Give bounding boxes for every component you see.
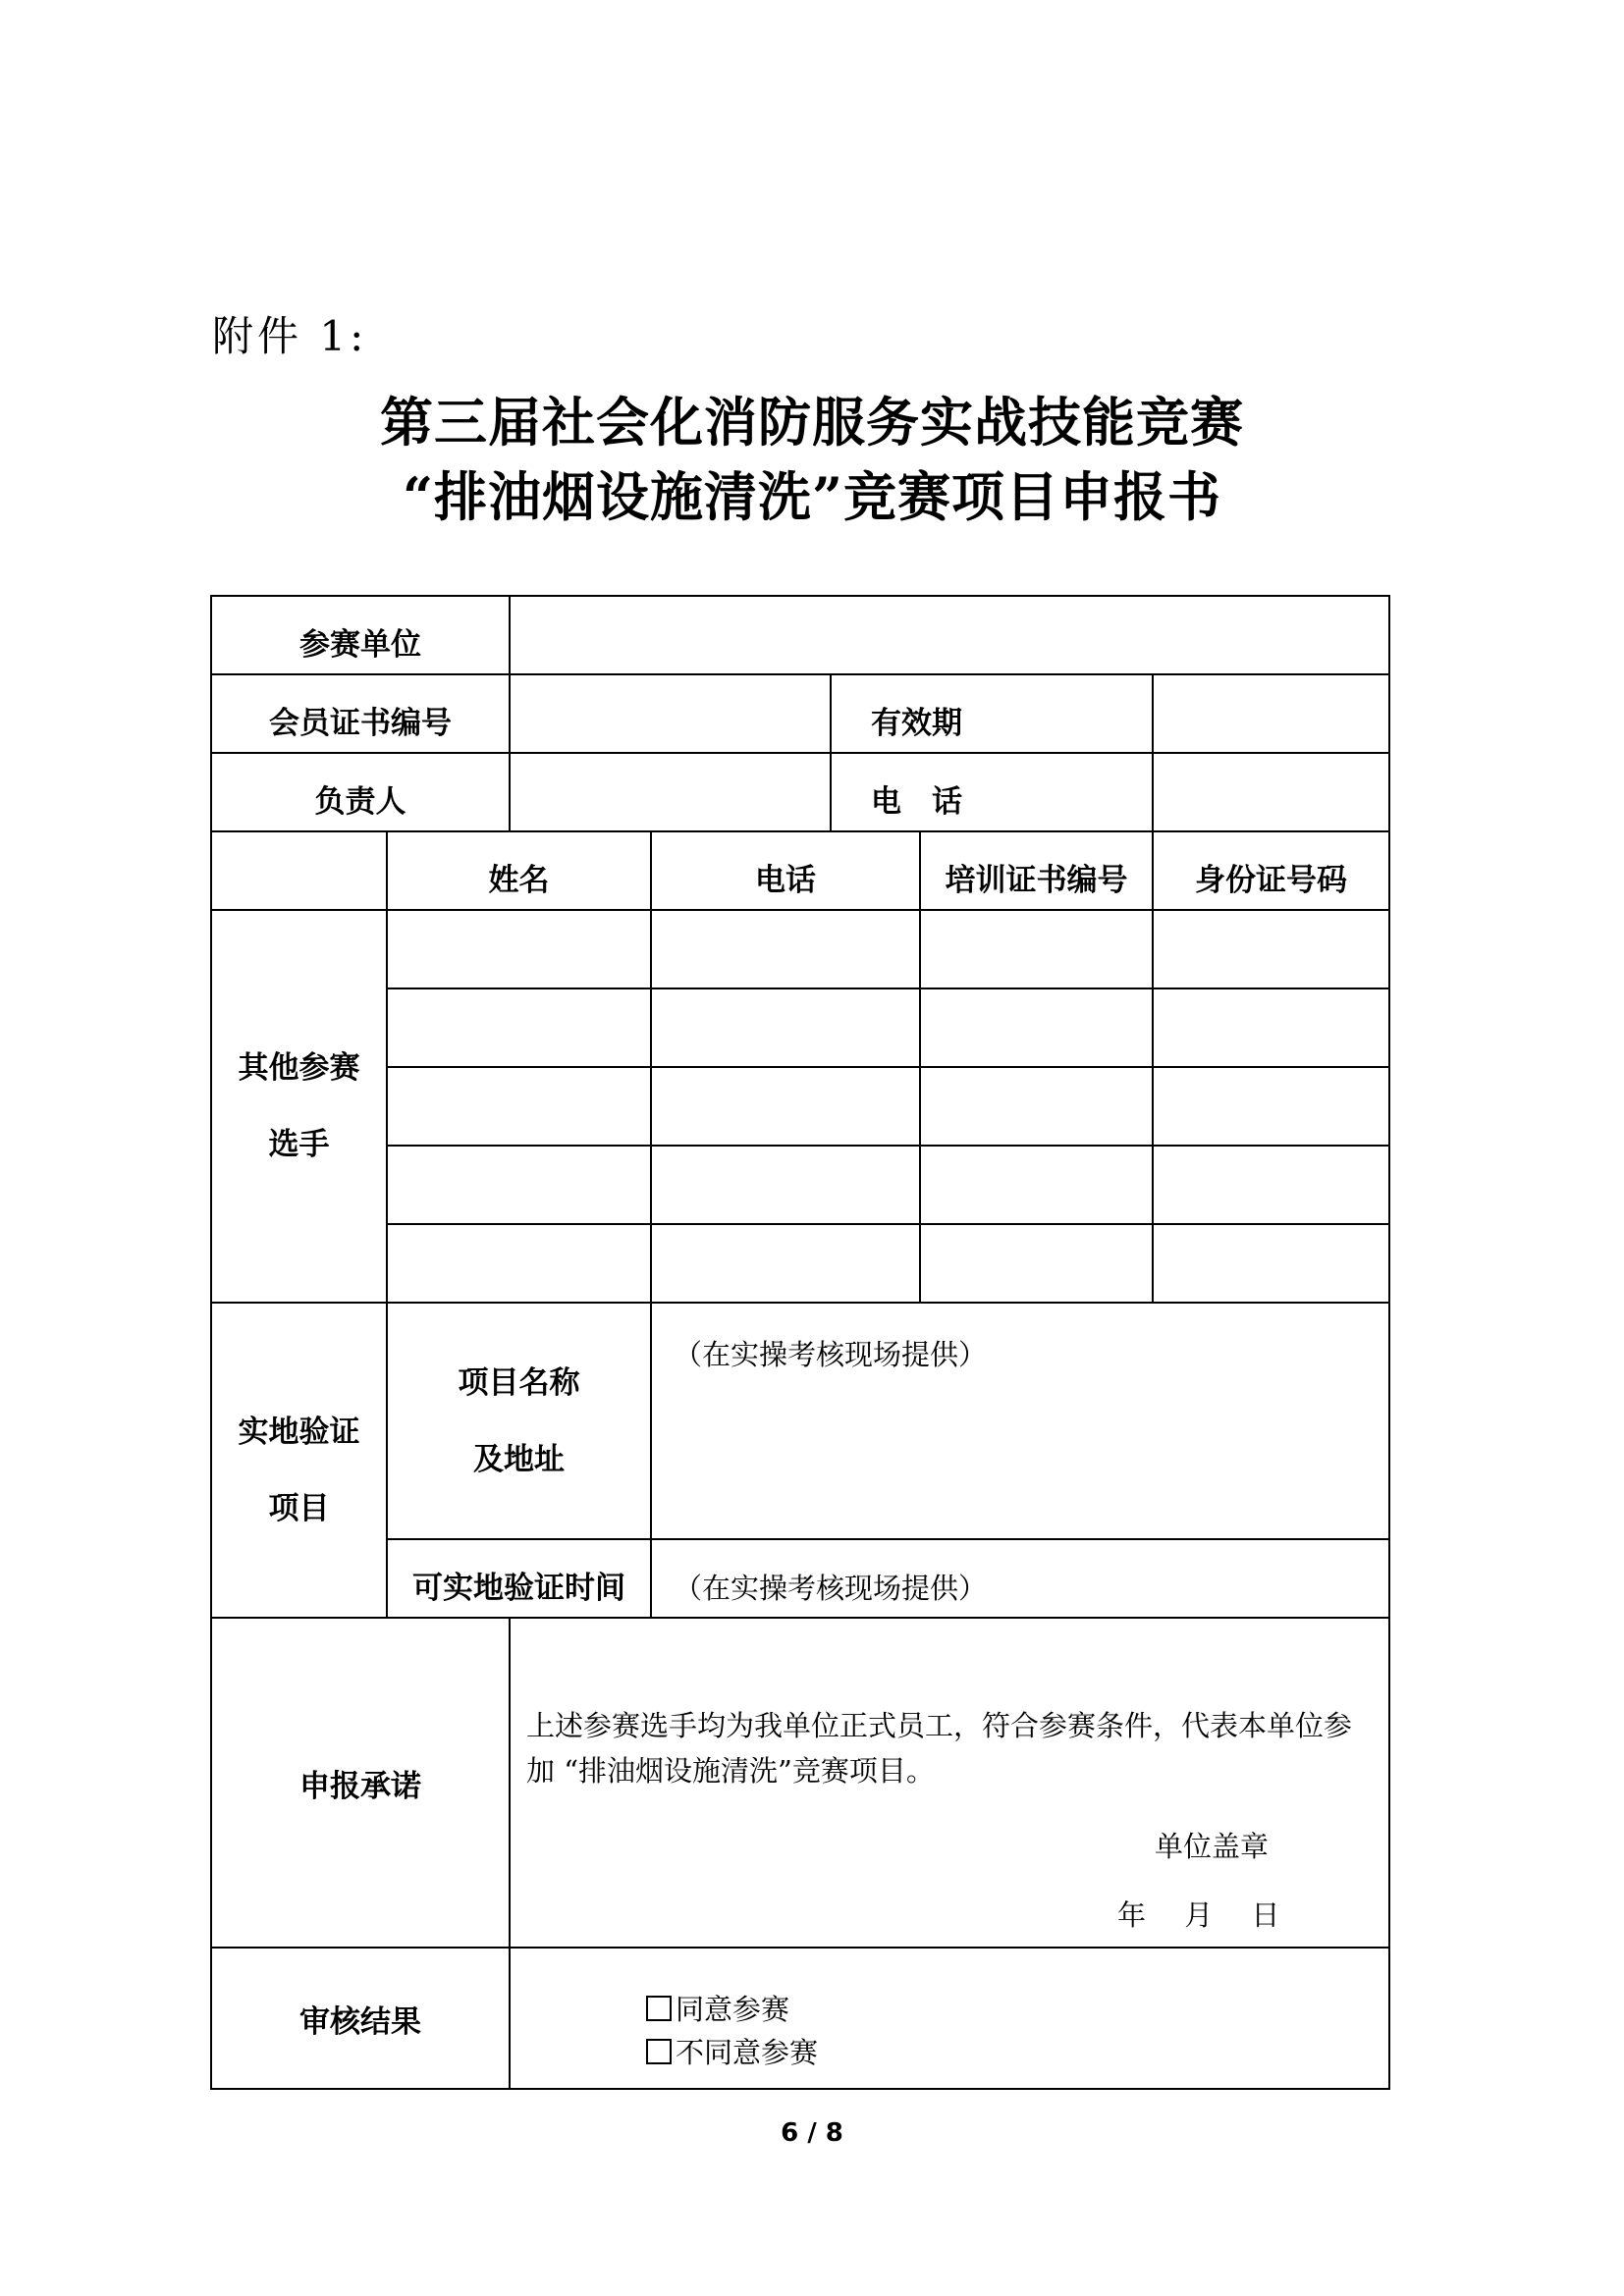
person-in-charge-value[interactable] xyxy=(510,753,831,831)
review-result-label: 审核结果 xyxy=(211,1948,510,2089)
pledge-label: 申报承诺 xyxy=(211,1618,510,1948)
project-name-label-line1: 项目名称 xyxy=(458,1364,580,1401)
player-name-cell[interactable] xyxy=(387,910,651,988)
header-blank-cell xyxy=(211,831,387,910)
form-title-line1: 第三届社会化消防服务实战技能竞赛 xyxy=(380,391,1244,454)
option-disagree[interactable] xyxy=(646,2031,1388,2074)
other-players-label xyxy=(211,910,387,1303)
participating-unit-value[interactable] xyxy=(510,596,1389,674)
application-form-table xyxy=(210,595,1390,2090)
option-disagree-label: 不同意参赛 xyxy=(676,2036,819,2069)
unit-seal-label: 单位盖章 xyxy=(1155,1830,1270,1863)
col-header-phone: 电话 xyxy=(651,831,920,910)
other-players-label-line1: 其他参赛 xyxy=(238,1050,360,1086)
player-name-cell[interactable] xyxy=(387,988,651,1067)
player-id-cell[interactable] xyxy=(1153,1146,1389,1224)
project-name-label xyxy=(387,1303,651,1539)
validity-value[interactable] xyxy=(1153,674,1389,753)
checkbox-agree[interactable] xyxy=(646,1996,672,2021)
checkbox-disagree[interactable] xyxy=(646,2039,672,2064)
player-training-cert-cell[interactable] xyxy=(920,1224,1153,1303)
member-cert-no-label: 会员证书编号 xyxy=(211,674,510,753)
player-id-cell[interactable] xyxy=(1153,910,1389,988)
form-title-line2: “排油烟设施清洗”竞赛项目申报书 xyxy=(402,465,1222,528)
player-training-cert-cell[interactable] xyxy=(920,1146,1153,1224)
review-options xyxy=(510,1948,1389,2089)
player-training-cert-cell[interactable] xyxy=(920,988,1153,1067)
player-phone-cell[interactable] xyxy=(651,1146,920,1224)
phone-label: 电 话 xyxy=(831,753,1153,831)
page-number: 6 / 8 xyxy=(781,2118,843,2148)
player-phone-cell[interactable] xyxy=(651,988,920,1067)
player-name-cell[interactable] xyxy=(387,1067,651,1146)
site-verify-label-line2: 项目 xyxy=(268,1490,330,1526)
player-id-cell[interactable] xyxy=(1153,1224,1389,1303)
validity-label: 有效期 xyxy=(831,674,1153,753)
attachment-label: 附件 1: xyxy=(212,312,368,360)
project-name-label-line2: 及地址 xyxy=(473,1441,565,1477)
col-header-id-number: 身份证号码 xyxy=(1153,831,1389,910)
pledge-text: 上述参赛选手均为我单位正式员工，符合参赛条件，代表本单位参加 “排油烟设施清洗”竞赛项目。 xyxy=(526,1709,1353,1788)
verify-time-note: （在实操考核现场提供） xyxy=(651,1539,1389,1618)
player-phone-cell[interactable] xyxy=(651,1067,920,1146)
player-training-cert-cell[interactable] xyxy=(920,1067,1153,1146)
player-phone-cell[interactable] xyxy=(651,910,920,988)
site-verify-label xyxy=(211,1303,387,1618)
project-name-note: （在实操考核现场提供） xyxy=(651,1303,1389,1539)
verify-time-label: 可实地验证时间 xyxy=(387,1539,651,1618)
option-agree-label: 同意参赛 xyxy=(676,1993,790,2026)
phone-value[interactable] xyxy=(1153,753,1389,831)
participating-unit-label: 参赛单位 xyxy=(211,596,510,674)
player-id-cell[interactable] xyxy=(1153,988,1389,1067)
player-name-cell[interactable] xyxy=(387,1146,651,1224)
player-name-cell[interactable] xyxy=(387,1224,651,1303)
member-cert-no-value[interactable] xyxy=(510,674,831,753)
other-players-label-line2: 选手 xyxy=(268,1127,330,1162)
col-header-name: 姓名 xyxy=(387,831,651,910)
site-verify-label-line1: 实地验证 xyxy=(238,1414,360,1450)
pledge-cell xyxy=(510,1618,1389,1948)
person-in-charge-label: 负责人 xyxy=(211,753,510,831)
player-phone-cell[interactable] xyxy=(651,1224,920,1303)
col-header-training-cert: 培训证书编号 xyxy=(920,831,1153,910)
date-line: 年 月 日 xyxy=(1117,1898,1280,1932)
player-training-cert-cell[interactable] xyxy=(920,910,1153,988)
player-id-cell[interactable] xyxy=(1153,1067,1389,1146)
option-agree[interactable] xyxy=(646,1988,1388,2031)
